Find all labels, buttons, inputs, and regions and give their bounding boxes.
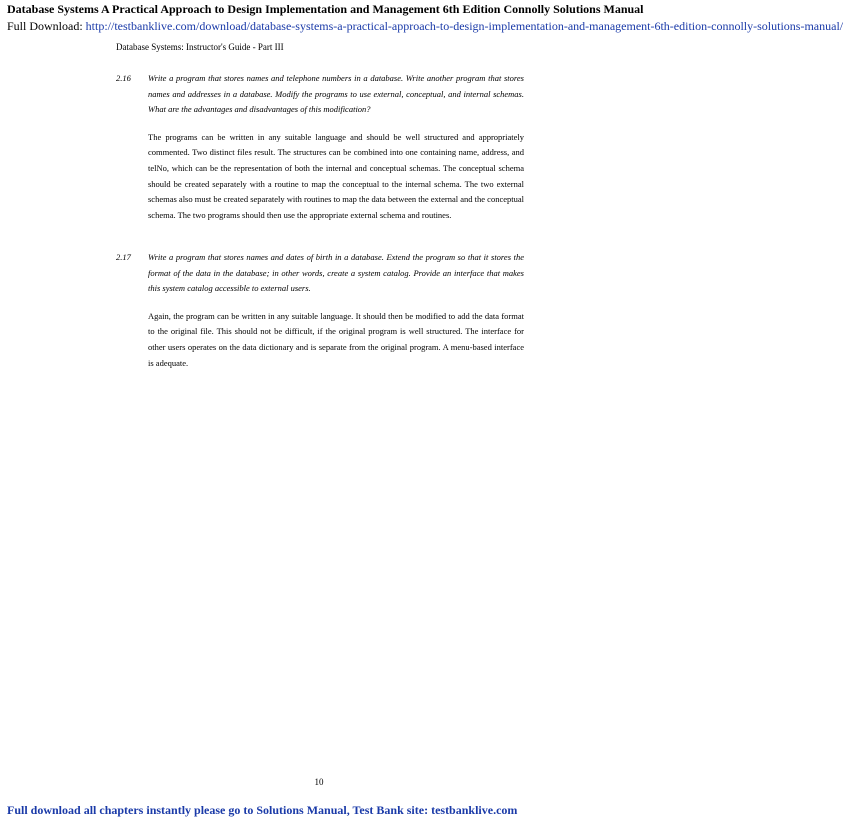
exercise-2-16 [116, 71, 524, 223]
running-head: Database Systems: Instructor's Guide - Part III [116, 42, 284, 52]
exercise-number: 2.17 [116, 252, 131, 262]
banner-title: Database Systems A Practical Approach to Design Implementation and Management 6th Edition Connolly Solutions Manual [7, 2, 644, 16]
exercise-question: Write a program that stores names and telephone numbers in a database. Write another program that stores names and addresses in a database. Modify the programs to use external, conceptual, and internal schemas. What are the advantages and disadvantages of this modification? [148, 73, 524, 115]
page-number: 10 [314, 777, 324, 787]
footer-note: Full download all chapters instantly please go to Solutions Manual, Test Bank site: testbanklive.com [7, 803, 518, 817]
download-link[interactable]: http://testbanklive.com/download/database-systems-a-practical-approach-to-design-implementation-and-management-6th-edition-connolly-solutions-manual/ [85, 19, 843, 33]
exercise-2-17 [116, 250, 524, 371]
download-line [7, 19, 843, 34]
exercise-answer: The programs can be written in any suitable language and should be well structured and appropriately commented. Two distinct files result. The structures can be combined into one containing name, address, and telNo, which can be the representation of both the internal and conceptual schemas. The conceptual schema should be created separately with a routine to map the conceptual to the internal schema. The two external schemas also must be created separately with routines to map the data between the external and the conceptual schema. The two programs should then use the appropriate external schema and routines. [148, 131, 524, 220]
download-label: Full Download: [7, 19, 86, 33]
exercise-question: Write a program that stores names and dates of birth in a database. Extend the program so that it stores the format of the data in the database; in other words, create a system catalog. Provide an interface that makes this system catalog accessible to external users. [148, 252, 524, 294]
exercise-answer: Again, the program can be written in any suitable language. It should then be modified to add the data format to the original file. This should not be difficult, if the original program is well structured. The interface for other users operates on the data dictionary and is separate from the original program. A menu-based interface is adequate. [148, 310, 524, 368]
exercise-number: 2.16 [116, 73, 131, 83]
